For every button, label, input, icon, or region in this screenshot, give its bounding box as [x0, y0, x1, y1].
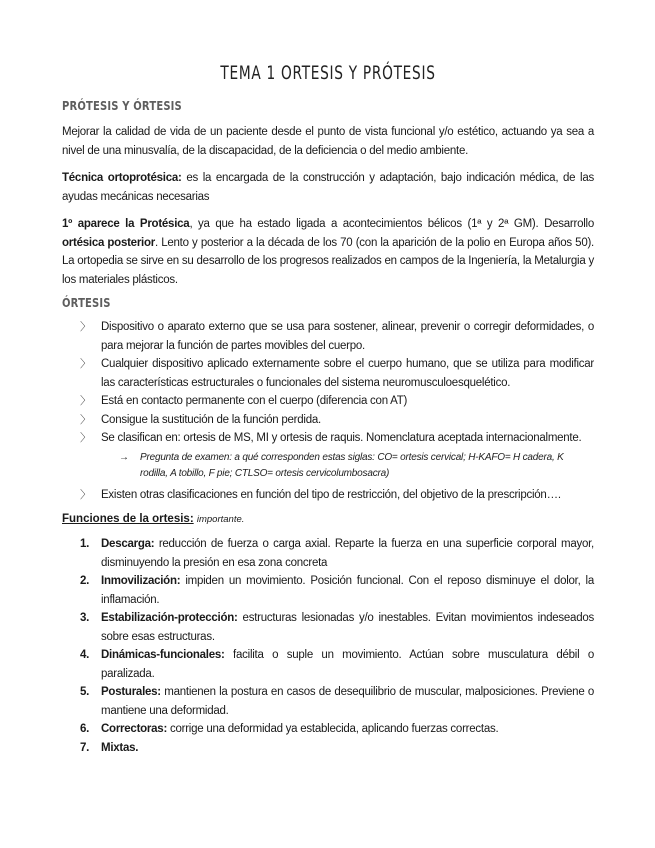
item-number: 3.	[80, 612, 90, 624]
bullet-arrow-icon: 〉	[80, 432, 91, 444]
bullet-text: Está en contacto permanente con el cuerpo (diferencia con AT)	[101, 395, 408, 407]
item-term: Mixtas.	[101, 741, 139, 754]
item-term: Inmovilización:	[101, 575, 181, 587]
ortesis-bullet-list	[62, 318, 594, 448]
list-item	[62, 535, 594, 572]
list-item	[62, 318, 594, 355]
tecnica-term: Técnica ortoprotésica:	[62, 172, 182, 184]
item-text: estructuras lesionadas y/o inestables. Evitan movimientos indeseados sobre esas estructuras.	[101, 612, 594, 643]
list-item	[62, 683, 594, 720]
list-item	[62, 739, 594, 758]
list-item	[62, 392, 594, 411]
list-item	[62, 720, 594, 739]
tecnica-paragraph	[62, 169, 594, 206]
section-heading-protesis: PRÓTESIS Y ÓRTESIS	[62, 98, 182, 113]
bullet-arrow-icon: 〉	[80, 358, 91, 370]
item-number: 7.	[80, 741, 90, 754]
exam-question-text: Pregunta de examen: a qué corresponden estas siglas: CO= ortesis cervical; H-KAFO= H cadera, K rodilla, A tobillo, F pie; CTLSO= ortesis cervicolumbosacra)	[140, 451, 564, 479]
list-item	[62, 572, 594, 609]
item-term: Dinámicas-funcionales:	[101, 649, 225, 661]
item-text: facilita o suple un movimiento. Actúan sobre musculatura débil o paralizada.	[101, 649, 594, 680]
arrow-right-icon: →	[119, 451, 129, 463]
item-term: Estabilización-protección:	[101, 612, 238, 624]
item-number: 5.	[80, 686, 90, 698]
item-term: Posturales:	[101, 686, 161, 698]
functions-note: importante.	[196, 514, 245, 525]
history-bold-1: 1º aparece la Protésica	[62, 218, 190, 230]
bullet-text: Dispositivo o aparato externo que se usa para sostener, alinear, prevenir o corregir deformidades, o para mejorar la función de partes movibles del cuerpo.	[101, 321, 594, 352]
functions-title: Funciones de la ortesis:	[62, 513, 194, 525]
history-bold-2: ortésica posterior	[62, 236, 155, 249]
item-text: impiden un movimiento. Posición funcional. Con el reposo disminuye el dolor, la inflamación.	[101, 575, 594, 606]
exam-question-note	[62, 450, 594, 482]
item-text: corrige una deformidad ya establecida, aplicando fuerzas correctas.	[167, 723, 499, 735]
history-text-1: , ya que ha estado ligada a acontecimientos bélicos (1ª y 2ª GM). Desarrollo	[189, 218, 594, 230]
item-text: reducción de fuerza o carga axial. Reparte la fuerza en una superficie corporal mayor, disminuyendo la presión en esa zona concreta	[101, 538, 594, 569]
list-item	[62, 429, 594, 448]
bullet-arrow-icon: 〉	[80, 395, 91, 407]
list-item	[62, 609, 594, 646]
bullet-text: Se clasifican en: ortesis de MS, MI y ortesis de raquis. Nomenclatura aceptada internacionalmente.	[101, 432, 582, 444]
intro-paragraph: Mejorar la calidad de vida de un paciente desde el punto de vista funcional y/o estético, actuando ya sea a nivel de una minusvalía, de la discapacidad, de la deficiencia o del medio ambiente.	[62, 126, 594, 157]
item-term: Descarga:	[101, 538, 155, 550]
bullet-text: Existen otras clasificaciones en función del tipo de restricción, del objetivo de la prescripción….	[101, 488, 561, 501]
document-page	[62, 62, 594, 757]
bullet-text: Consigue la sustitución de la función perdida.	[101, 413, 321, 426]
history-text-2: . Lento y posterior a la década de los 70 (con la aparición de la polio en Europa años 50). La ortopedia se sirve en su desarrollo de los progresos realizados en campos de la Ingeniería, la Metalurgia y los materiales plásticos.	[62, 236, 594, 286]
item-text: mantienen la postura en casos de desequilibrio de muscular, malposiciones. Previene o mantiene una deformidad.	[101, 686, 594, 717]
functions-heading	[62, 510, 594, 529]
item-number: 2.	[80, 575, 90, 587]
list-item	[62, 355, 594, 392]
section-heading-ortesis: ÓRTESIS	[62, 295, 111, 310]
page-title: TEMA 1 ORTESIS Y PRÓTESIS	[220, 62, 436, 84]
list-item	[62, 646, 594, 683]
item-number: 1.	[80, 538, 90, 550]
history-paragraph	[62, 215, 594, 289]
item-term: Correctoras:	[101, 723, 168, 735]
ortesis-bullet-list-extra	[62, 486, 594, 505]
item-number: 4.	[80, 649, 90, 661]
list-item	[62, 411, 594, 430]
tecnica-text: es la encargada de la construcción y adaptación, bajo indicación médica, de las ayudas mecánicas necesarias	[62, 172, 594, 203]
bullet-arrow-icon: 〉	[80, 321, 91, 333]
bullet-arrow-icon: 〉	[80, 413, 91, 426]
item-number: 6.	[80, 723, 90, 735]
bullet-text: Cualquier dispositivo aplicado externamente sobre el cuerpo humano, que se utiliza para modificar las características estructurales o funcionales del sistema neuromusculoesquelético.	[101, 358, 594, 389]
bullet-arrow-icon: 〉	[80, 488, 91, 501]
functions-list	[62, 535, 594, 757]
list-item	[62, 486, 594, 505]
